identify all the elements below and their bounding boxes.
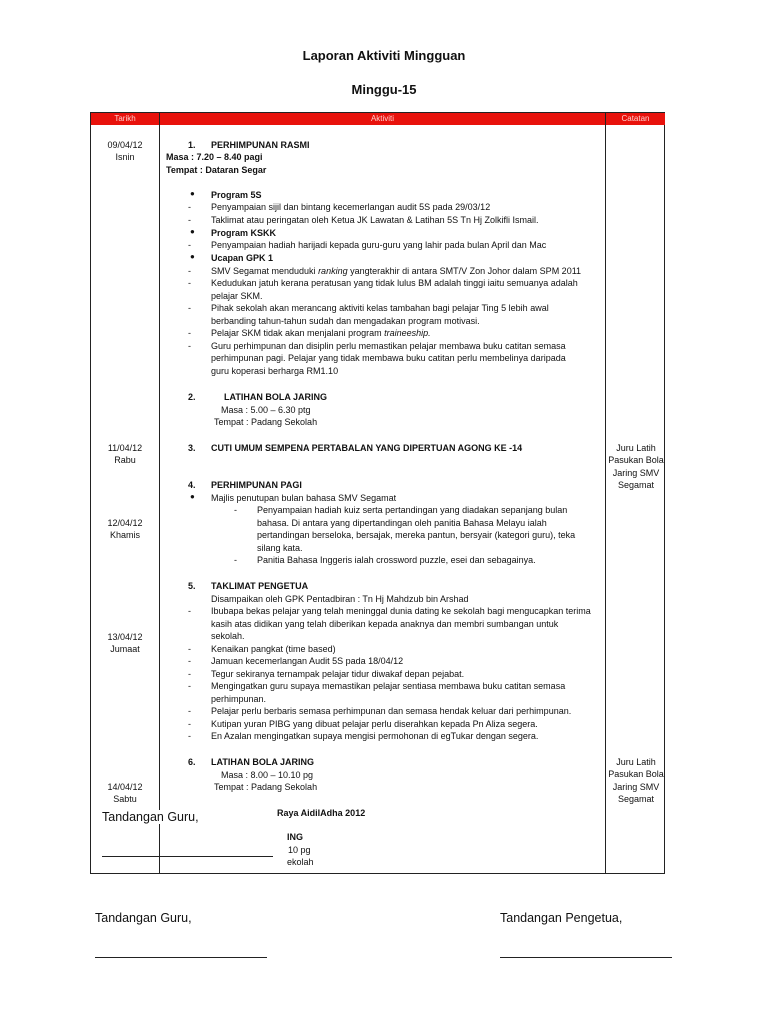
list-item: Kedudukan jatuh kerana peratusan yang tidak lulus BM adalah tinggi iaitu semuanya adalah [211,278,578,288]
dash-icon: - [188,215,191,225]
column-divider [159,113,160,873]
section-title: CUTI UMUM SEMPENA PERTABALAN YANG DIPERTUAN AGONG KE -14 [211,443,523,453]
note-line: Segamat [617,480,655,491]
date-cell [91,781,159,806]
note-line: Segamat [617,794,655,805]
dash-icon: - [188,341,191,351]
section-title: PERHIMPUNAN RASMI [211,140,310,150]
list-item: Penyampaian hadiah kuiz serta pertandingan yang diadakan sepanjang bulan [257,505,568,515]
list-item: Penyampaian sijil dan bintang kecemerlangan audit 5S pada 29/03/12 [211,202,491,212]
note-line: Pasukan Bola [608,455,664,466]
dash-icon: - [188,719,191,729]
overlap-signature-label: Tandangan Guru, [102,810,199,824]
note-line: Juru Latih [616,757,656,767]
overlap-fragment: ekolah [287,857,314,867]
section-time: Masa : 8.00 – 10.10 pg [221,770,314,780]
bullet-heading: Ucapan GPK 1 [211,253,274,263]
overlap-fragment: Raya AidilAdha 2012 [277,808,366,818]
section-place: Tempat : Padang Sekolah [214,782,318,792]
list-item-cont: berbanding tahun-tahun sudah dan mengadakan program motivasi. [211,316,480,326]
date-text: 13/04/12 [107,632,143,642]
note-line: Pasukan Bola [608,769,664,780]
note-line: Jaring SMV [612,467,660,478]
list-item-cont: bahasa. Di antara yang dipertandingan oleh panitia Bahasa Melayu ialah [257,518,547,528]
text-part-italic: traineeship. [384,328,431,338]
day-text: Khamis [109,530,140,541]
dash-icon: - [188,681,191,691]
dash-icon: - [188,240,191,250]
section-title: PERHIMPUNAN PAGI [211,480,302,490]
list-item-cont: sekolah. [211,631,245,641]
bullet-icon: ● [190,189,195,198]
list-item: Pelajar perlu berbaris semasa perhimpunan dan semasa hendak keluar dari perhimpunan. [211,706,572,716]
overlap-signature-line [102,856,273,857]
date-text: 11/04/12 [107,443,143,453]
list-item-cont: guru koperasi berharga RM1.10 [211,366,339,376]
header-activity: Aktiviti [160,113,605,125]
principal-signature-line [500,957,672,958]
section-title: LATIHAN BOLA JARING [211,757,314,767]
overlap-fragment: 10 pg [288,845,311,855]
section-number: 1. [188,140,196,150]
week-label: Minggu-15 [351,82,417,97]
page-title: Laporan Aktiviti Mingguan [302,48,466,63]
date-text: 09/04/12 [107,140,143,150]
list-item: Guru perhimpunan dan disiplin perlu memastikan pelajar membawa buku catitan semasa [211,341,566,351]
list-item: Taklimat atau peringatan oleh Ketua JK Lawatan & Latihan 5S Tn Hj Zolkifli Ismail. [211,215,539,225]
list-item: Kutipan yuran PIBG yang dibuat pelajar perlu diserahkan kepada Pn Aliza segera. [211,719,538,729]
bullet-icon: ● [190,227,195,236]
day-text: Isnin [115,152,135,163]
section-number: 2. [188,392,196,402]
section-number: 5. [188,581,196,591]
list-item: Pihak sekolah akan merancang aktiviti kelas tambahan bagi pelajar Ting 5 lebih awal [211,303,549,313]
date-cell [91,139,159,164]
dash-icon: - [188,644,191,654]
bullet-heading: Majlis penutupan bulan bahasa SMV Segamat [211,493,397,503]
list-item: Mengingatkan guru supaya memastikan pelajar sentiasa membawa buku catitan semasa [211,681,566,691]
list-item: Tegur sekiranya ternampak pelajar tidur diwakaf depan pejabat. [211,669,465,679]
section-title: TAKLIMAT PENGETUA [211,581,309,591]
list-item-cont: pelajar SKM. [211,291,263,301]
bullet-heading: Program KSKK [211,228,277,238]
section-number: 4. [188,480,196,490]
list-item-cont: silang kata. [257,543,303,553]
teacher-signature-label: Tandangan Guru, [95,911,192,925]
list-item: Ibubapa bekas pelajar yang telah meninggal dunia dating ke sekolah bagi mengucapkan terima [211,606,591,616]
dash-icon: - [188,706,191,716]
bullet-heading: Program 5S [211,190,262,200]
day-text: Sabtu [113,794,137,805]
bullet-icon: ● [190,252,195,261]
text-part: Pelajar SKM tidak akan menjalani program [211,328,385,338]
section-time: Masa : 7.20 – 8.40 pagi [166,152,263,162]
dash-icon: - [188,266,191,276]
list-item: En Azalan mengingatkan supaya mengisi permohonan di egTukar dengan segera. [211,731,539,741]
dash-icon: - [188,303,191,313]
note-line: Juru Latih [616,443,656,453]
text-part-italic: ranking [318,266,348,276]
section-place: Tempat : Dataran Segar [166,165,267,175]
section-intro: Disampaikan oleh GPK Pentadbiran : Tn Hj Mahdzub bin Arshad [211,594,469,604]
dash-icon: - [234,555,237,565]
section-title: LATIHAN BOLA JARING [224,392,327,402]
header-date: Tarikh [91,113,159,125]
dash-icon: - [188,669,191,679]
note-cell [606,756,666,806]
list-item [211,265,581,277]
dash-icon: - [188,731,191,741]
dash-icon: - [188,328,191,338]
list-item-cont: pertandingan berseloka, bersajak, mereka pantun, bersyair (kategori guru), teka [257,530,576,540]
dash-icon: - [188,202,191,212]
date-text: 12/04/12 [107,518,143,528]
list-item [211,327,431,339]
dash-icon: - [234,505,237,515]
note-line: Jaring SMV [612,781,660,792]
dash-icon: - [188,606,191,616]
date-cell [91,517,159,542]
list-item: Panitia Bahasa Inggeris ialah crossword puzzle, esei dan sebagainya. [257,555,536,565]
list-item: Kenaikan pangkat (time based) [211,644,336,654]
section-number: 6. [188,757,196,767]
dash-icon: - [188,656,191,666]
section-time: Masa : 5.00 – 6.30 ptg [221,405,311,415]
dash-icon: - [188,278,191,288]
text-part: SMV Segamat menduduki [211,266,319,276]
principal-signature-label: Tandangan Pengetua, [500,911,623,925]
list-item-cont: kasih atas didikan yang telah diberikan kepada anaknya dan membri sumbangan untuk [211,619,559,629]
date-cell [91,442,159,467]
date-cell [91,631,159,656]
header-note: Catatan [606,113,665,125]
day-text: Jumaat [110,644,140,655]
list-item: Penyampaian hadiah harijadi kepada guru-guru yang lahir pada bulan April dan Mac [211,240,547,250]
list-item: Jamuan kecemerlangan Audit 5S pada 18/04/12 [211,656,404,666]
teacher-signature-line [95,957,267,958]
list-item-cont: perhimpunan. [211,694,267,704]
day-text: Rabu [114,455,136,466]
section-place: Tempat : Padang Sekolah [214,417,318,427]
activity-table [90,112,665,874]
note-cell [606,442,666,492]
bullet-icon: ● [190,492,195,501]
list-item-cont: perhimpunan pagi. Pelajar yang tidak membawa buku catitan perlu membelinya daripada [211,353,566,363]
date-text: 14/04/12 [107,782,143,792]
text-part: yangterakhir di antara SMT/V Zon Johor dalam SPM 2011 [347,266,582,276]
section-number: 3. [188,443,196,453]
overlap-fragment: ING [287,832,304,842]
